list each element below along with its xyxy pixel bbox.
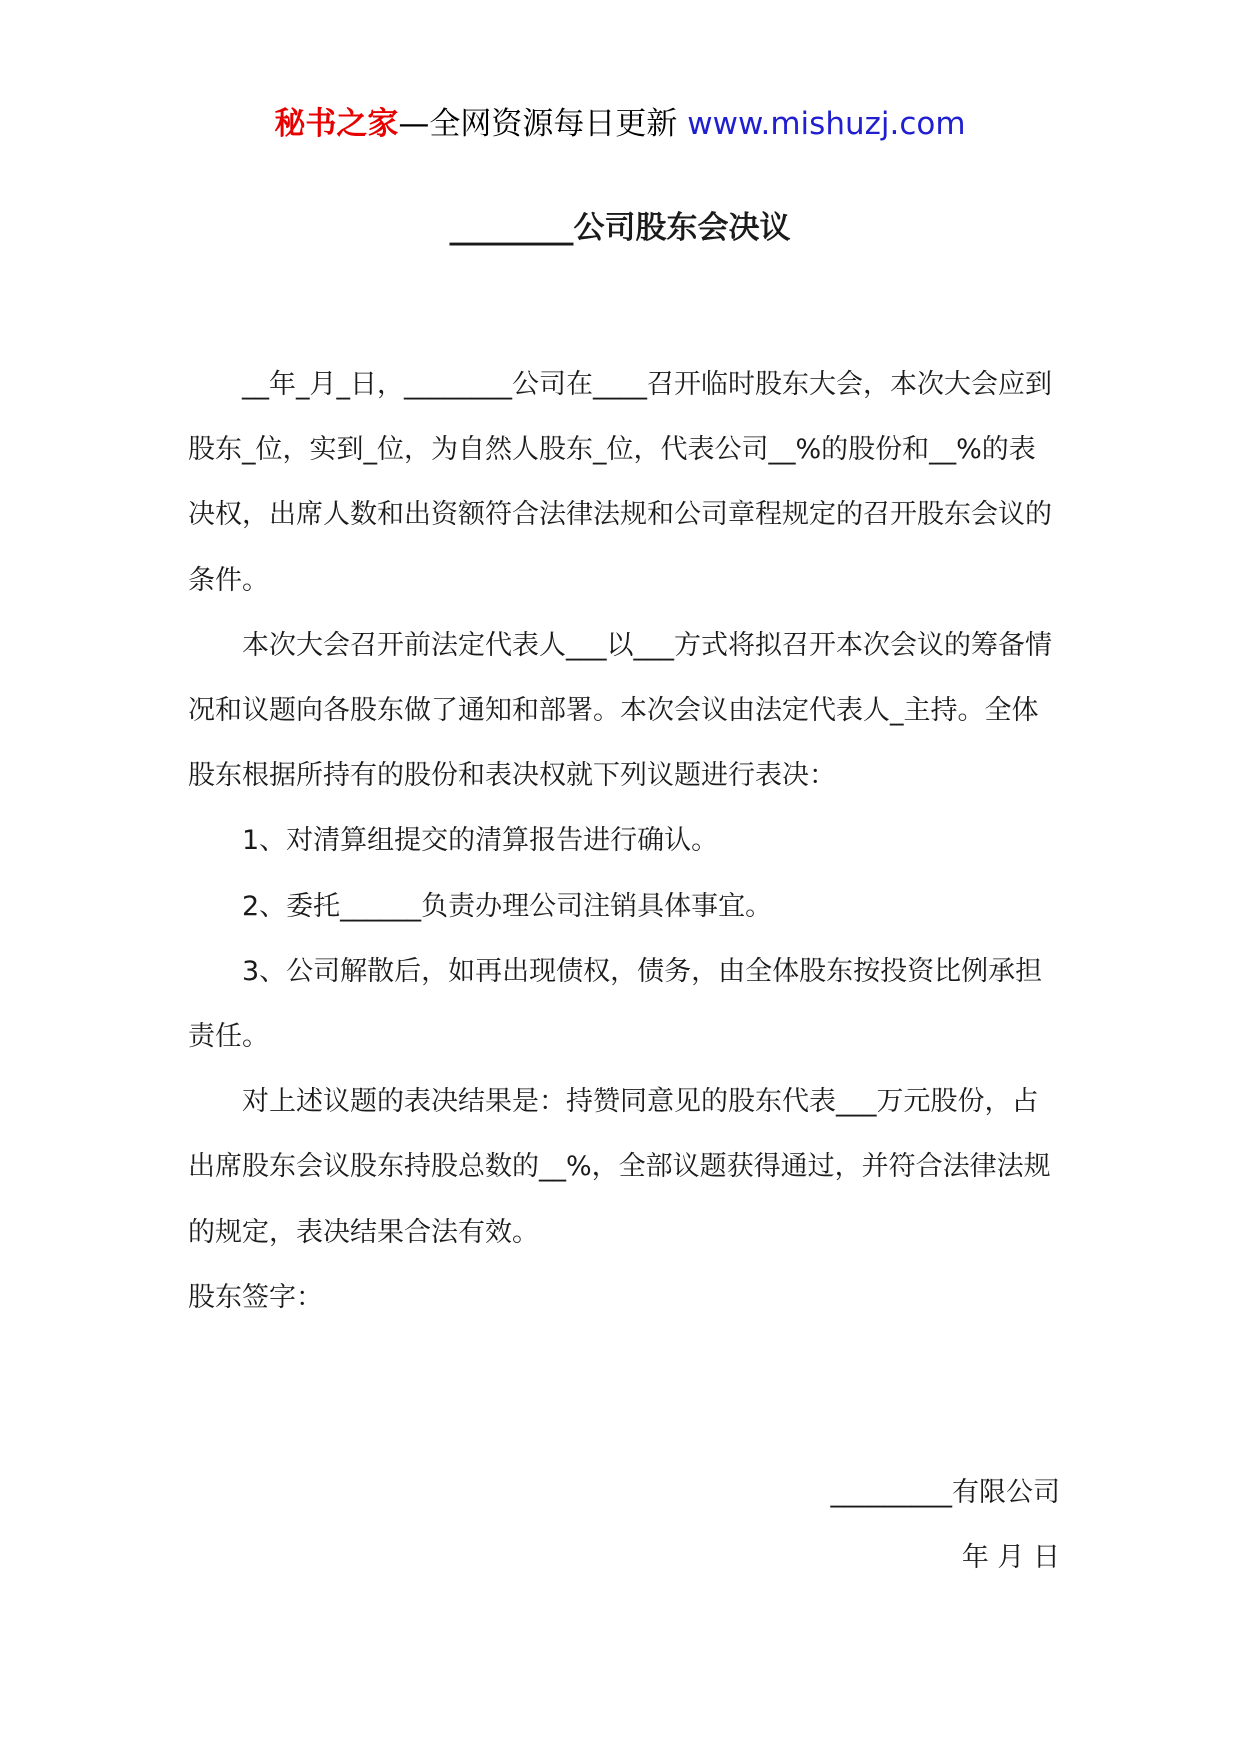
document-title: ________公司股东会决议: [449, 210, 791, 246]
paragraph-vote-result: 对上述议题的表决结果是：持赞同意见的股东代表___万元股份，占出席股东会议股东持股总数的__%，全部议题获得通过，并符合法律法规的规定，表决结果合法有效。: [188, 1086, 1051, 1248]
signature-label: 股东签字：: [188, 1281, 323, 1313]
resolution-item-1: 1、对清算组提交的清算报告进行确认。: [242, 825, 719, 857]
company-name-line: _________有限公司: [830, 1477, 1060, 1508]
header-banner: [0, 100, 1240, 148]
closing-block: [831, 1460, 1061, 1590]
brand-name: 秘书之家: [274, 106, 399, 142]
paragraph-meeting-preparation: 本次大会召开前法定代表人___以___方式将拟召开本次会议的筹备情况和议题向各股东做了通知和部署。本次会议由法定代表人_主持。全体股东根据所持有的股份和表决权就下列议题进行表决：: [188, 629, 1052, 792]
header-tagline: —全网资源每日更新: [398, 106, 688, 142]
resolution-item-2: 2、委托______负责办理公司注销具体事宜。: [242, 890, 773, 922]
document-body: [188, 352, 1060, 1330]
site-url-link[interactable]: www.mishuzj.com: [687, 106, 966, 142]
paragraph-meeting-info: __年_月_日，________公司在____召开临时股东大会，本次大会应到股东_位，实到_位，为自然人股东_位，代表公司__%的股份和__%的表决权，出席人数和出资额符合法律法规和公司章程规定的召开股东会议的条件。: [188, 369, 1052, 596]
date-line: 年 月 日: [961, 1542, 1060, 1574]
resolution-item-3: 3、公司解散后，如再出现债权，债务，由全体股东按投资比例承担责任。: [188, 955, 1043, 1053]
